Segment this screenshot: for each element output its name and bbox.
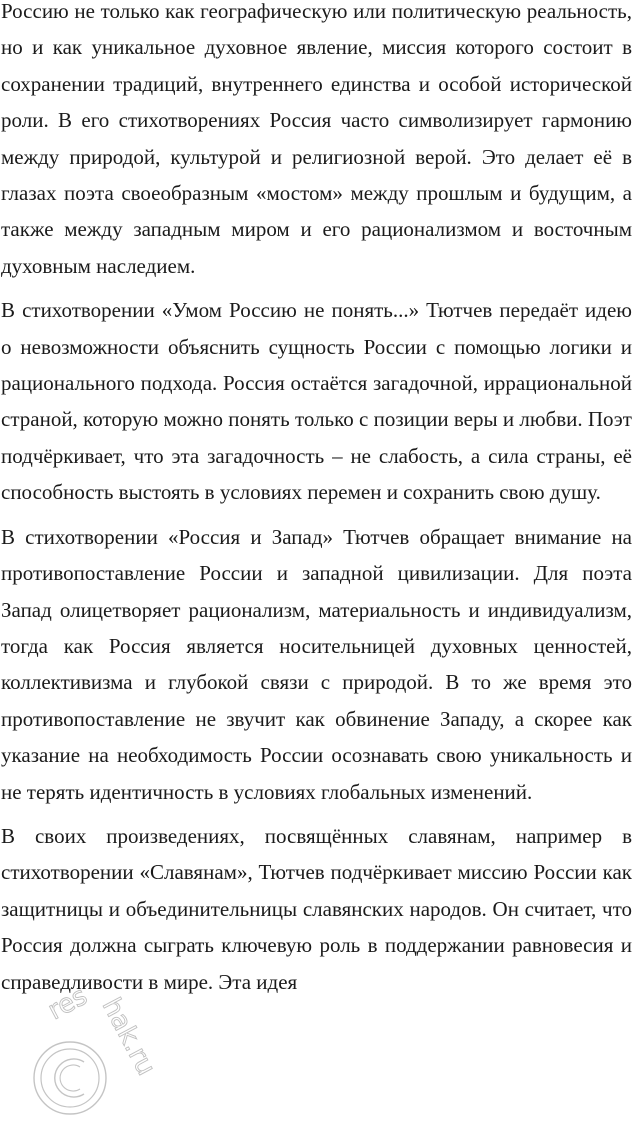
watermark-text-part2: hak.ru bbox=[95, 993, 162, 1081]
paragraph-3: В стихотворении «Россия и Запад» Тютчев обращает внимание на противопоставление России и западной цивилизации. Для поэта Запад олицетворяет рационализм, материальность и индивидуализм, тогда как Россия является носительницей духовных ценностей, коллективизма и глубокой связи с природой. В то же время это противопоставление не звучит как обвинение Западу, а скорее как указание на необходимость России осознавать свою уникальность и не терять идентичность в условиях глобальных изменений. bbox=[1, 524, 632, 804]
watermark-text-part1: res bbox=[43, 981, 93, 1027]
paragraph-4: В своих произведениях, посвящённых славянам, например в стихотворении «Славянам», Тютчев подчёркивает миссию России как защитницы и объединительницы славянских народов. Он считает, что Россия должна сыграть ключевую роль в поддержании равновесия и справедливости в мире. Эта идея bbox=[1, 823, 632, 994]
paragraph-2: В стихотворении «Умом Россию не понять...» Тютчев передаёт идею о невозможности объяснить сущность России с помощью логики и рационального подхода. Россия остаётся загадочной, иррациональной страной, которую можно понять только с позиции веры и любви. Поэт подчёркивает, что эта загадочность – не слабость, а сила страны, её способность выстоять в условиях перемен и сохранить свою душу. bbox=[1, 298, 632, 505]
paragraph-1: Россию не только как географическую или политическую реальность, но и как уникальное духовное явление, миссия которого состоит в сохранении традиций, внутреннего единства и особой исторической роли. В его стихотворениях Россия часто символизирует гармонию между природой, культурой и религиозной верой. Это делает её в глазах поэта своеобразным «мостом» между прошлым и будущим, а также между западным миром и его рационализмом и восточным духовным наследием. bbox=[1, 0, 632, 278]
